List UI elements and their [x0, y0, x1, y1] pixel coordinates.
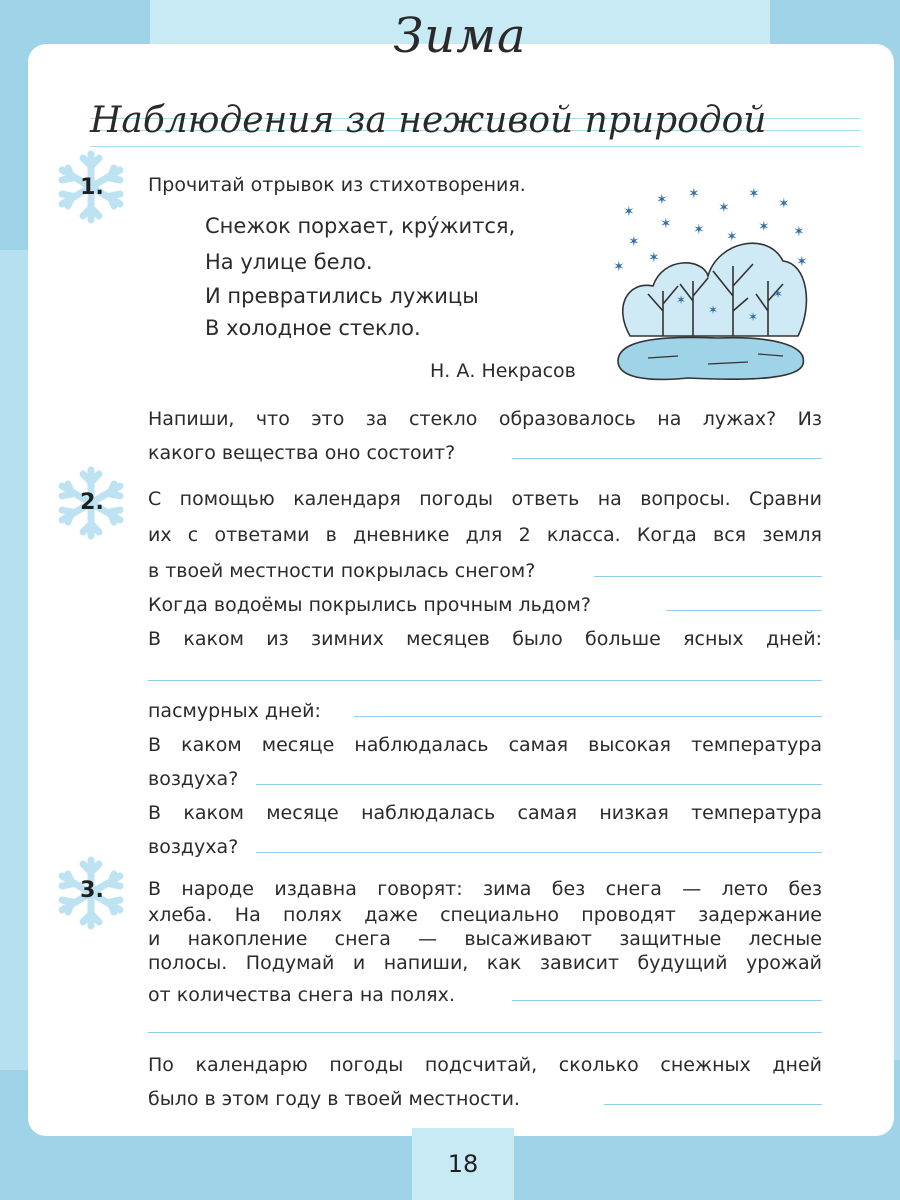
svg-text:✶: ✶ — [793, 224, 805, 240]
task-3-line: полосы. Подумай и напиши, как зависит будущий урожай — [148, 952, 822, 974]
poem-line: И превратились лужицы — [205, 284, 479, 308]
answer-line[interactable] — [666, 610, 822, 611]
answer-line[interactable] — [256, 852, 822, 853]
task-2-line: С помощью календаря погоды ответь на вопросы. Сравни — [148, 488, 822, 510]
svg-text:✶: ✶ — [748, 310, 759, 324]
poem-line: В холодное стекло. — [205, 316, 421, 340]
svg-text:✶: ✶ — [718, 200, 730, 216]
svg-text:✶: ✶ — [660, 216, 672, 232]
poem-line: Снежок порхает, кру́жится, — [205, 214, 516, 238]
task-2-line: В каком месяце наблюдалась самая высокая температура — [148, 734, 822, 756]
task-3-line: хлеба. На полях даже специально проводят задержание — [148, 904, 822, 926]
winter-trees-illustration — [608, 186, 813, 386]
svg-text:✶: ✶ — [758, 219, 770, 235]
title-guide-line — [90, 146, 860, 147]
svg-text:✶: ✶ — [656, 192, 668, 208]
task-2-line: воздуха? — [148, 836, 239, 858]
task-3-line: от количества снега на полях. — [148, 984, 455, 1006]
answer-line[interactable] — [594, 576, 822, 577]
task-2-line: их с ответами в дневнике для 2 класса. Когда вся земля — [148, 524, 822, 546]
svg-text:✶: ✶ — [628, 234, 640, 250]
task-3-line: и накопление снега — высаживают защитные лесные — [148, 928, 822, 950]
task-2-line: пасмурных дней: — [148, 700, 321, 722]
task-2-number: 2. — [80, 490, 104, 515]
svg-text:✶: ✶ — [773, 287, 784, 301]
answer-line[interactable] — [512, 1000, 822, 1001]
task-3-line: В народе издавна говорят: зима без снега — лето без — [148, 878, 822, 900]
task-1-intro: Прочитай отрывок из стихотворения. — [148, 174, 526, 196]
svg-text:✶: ✶ — [778, 196, 790, 212]
task-2-line: в твоей местности покрылась снегом? — [148, 560, 536, 582]
svg-text:✶: ✶ — [648, 250, 660, 266]
task-3-number: 3. — [80, 878, 104, 903]
svg-text:✶: ✶ — [748, 186, 760, 202]
answer-line[interactable] — [512, 458, 822, 459]
svg-text:✶: ✶ — [688, 186, 700, 202]
page-number: 18 — [447, 1150, 479, 1178]
task-3-line: По календарю погоды подсчитай, сколько снежных дней — [148, 1054, 822, 1076]
section-title: Наблюдения за неживой природой — [90, 100, 767, 141]
answer-line[interactable] — [148, 1032, 822, 1033]
svg-text:✶: ✶ — [796, 254, 808, 270]
task-1-question-line: Напиши, что это за стекло образовалось на лужах? Из — [148, 408, 822, 430]
svg-text:✶: ✶ — [693, 222, 705, 238]
task-2-line: воздуха? — [148, 768, 239, 790]
svg-text:✶: ✶ — [623, 204, 635, 220]
task-3-line: было в этом году в твоей местности. — [148, 1088, 520, 1110]
task-2-line: В каком месяце наблюдалась самая низкая температура — [148, 802, 822, 824]
svg-text:✶: ✶ — [676, 293, 687, 307]
chapter-title: Зима — [393, 8, 527, 64]
task-1-question-line: какого вещества оно состоит? — [148, 442, 456, 464]
answer-line[interactable] — [256, 784, 822, 785]
poem-line: На улице бело. — [205, 250, 373, 274]
answer-line[interactable] — [148, 680, 822, 681]
svg-text:✶: ✶ — [726, 229, 738, 245]
task-2-line: Когда водоёмы покрылись прочным льдом? — [148, 594, 591, 616]
task-2-line: В каком из зимних месяцев было больше ясных дней: — [148, 628, 822, 650]
answer-line[interactable] — [354, 716, 822, 717]
answer-line[interactable] — [604, 1104, 822, 1105]
svg-text:✶: ✶ — [613, 259, 625, 275]
poem-author: Н. А. Некрасов — [430, 360, 576, 382]
task-1-number: 1. — [80, 175, 104, 200]
svg-text:✶: ✶ — [708, 303, 719, 317]
